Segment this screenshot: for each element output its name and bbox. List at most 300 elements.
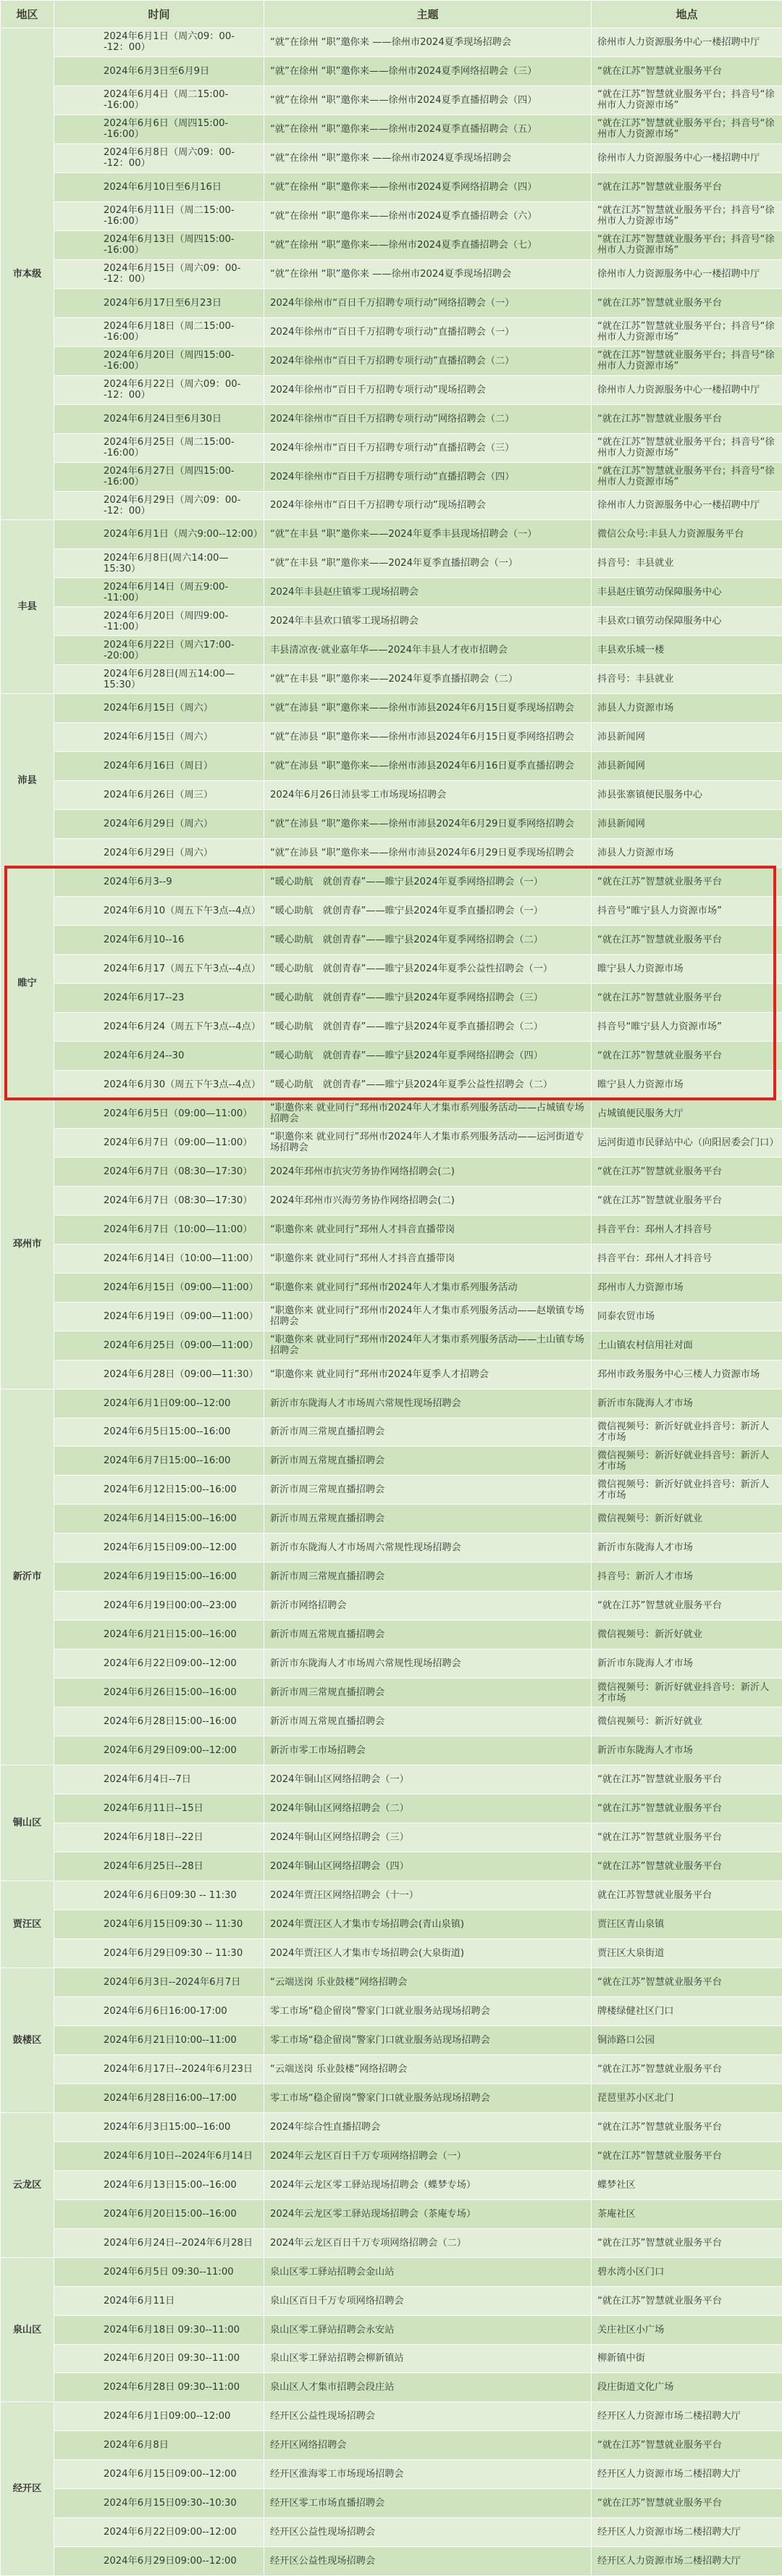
table-row	[1, 1273, 782, 1302]
location-cell: 邳州市政务服务中心三楼人力资源市场	[592, 1360, 782, 1389]
topic-cell: 经开区公益性现场招聘会	[264, 2547, 592, 2576]
table-row	[1, 2257, 782, 2286]
table-row	[1, 1765, 782, 1794]
table-row	[1, 2083, 782, 2112]
time-cell: 2024年6月5日 09:30--11:00	[54, 2257, 264, 2286]
topic-cell: “就”在沛县 “职”邀你来——徐州市沛县2024年6月29日夏季网络招聘会	[264, 810, 592, 839]
time-cell: 2024年6月4日--7日	[54, 1765, 264, 1794]
table-row	[1, 2460, 782, 2489]
table-row	[1, 433, 782, 462]
time-cell: 2024年6月20日（周四9:00--11:00）	[54, 607, 264, 636]
location-cell: “就在江苏”智慧就业服务平台；抖音号“徐州市人力资源市场”	[592, 230, 782, 259]
time-cell: 2024年6月10日--2024年6月14日	[54, 2141, 264, 2170]
location-cell: 蝶梦社区	[592, 2170, 782, 2199]
location-cell: 贾汪区大泉街道	[592, 1939, 782, 1967]
topic-cell: 2024年邳州市抗灾劳务协作网络招聘会(二)	[264, 1157, 592, 1186]
location-cell: 关庄社区小广场	[592, 2315, 782, 2344]
location-cell: “就在江苏”智慧就业服务平台；抖音号“徐州市人力资源市场”	[592, 433, 782, 462]
time-cell: 2024年6月11日（周二15:00--16:00）	[54, 201, 264, 230]
table-row	[1, 375, 782, 404]
location-cell: 柳新镇中街	[592, 2344, 782, 2373]
time-cell: 2024年6月18日（周二15:00--16:00）	[54, 317, 264, 346]
region-cell: 云龙区	[1, 2112, 54, 2257]
location-cell: “就在江苏”智慧就业服务平台	[592, 1794, 782, 1823]
topic-cell: 2024年丰县欢口镇零工现场招聘会	[264, 607, 592, 636]
table-row	[1, 28, 782, 57]
topic-cell: “暖心助航 就创青春”——睢宁县2024年夏季网络招聘会（二）	[264, 926, 592, 955]
topic-cell: 泉山区人才集市招聘会段庄站	[264, 2373, 592, 2402]
topic-cell: 2024年综合性直播招聘会	[264, 2112, 592, 2141]
table-row	[1, 636, 782, 665]
topic-cell: 新沂市周五常规直播招聘会	[264, 1621, 592, 1649]
topic-cell: 新沂市周三常规直播招聘会	[264, 1476, 592, 1505]
location-cell: 徐州市人力资源服务中心一楼招聘中厅	[592, 375, 782, 404]
location-cell: “就在江苏”智慧就业服务平台；抖音号“徐州市人力资源市场”	[592, 317, 782, 346]
location-cell: 抖音号“睢宁县人力资源市场”	[592, 1012, 782, 1041]
time-cell: 2024年6月4日（周二15:00--16:00）	[54, 85, 264, 114]
table-row	[1, 1244, 782, 1273]
topic-cell: 2024年6月26日沛县零工市场现场招聘会	[264, 781, 592, 810]
topic-cell: “职邀你来 就业同行”邳州市2024年人才集市系列服务活动——赵墩镇专场招聘会	[264, 1302, 592, 1331]
time-cell: 2024年6月29日09:00--12:00	[54, 2547, 264, 2576]
time-cell: 2024年6月19日（09:00—11:00）	[54, 1302, 264, 1331]
topic-cell: “就”在徐州 “职”邀你来——徐州市2024夏季直播招聘会（五）	[264, 114, 592, 143]
table-row	[1, 1157, 782, 1186]
location-cell: 徐州市人力资源服务中心一楼招聘中厅	[592, 28, 782, 57]
topic-cell: 2024年邳州市兴海劳务协作网络招聘会(二)	[264, 1186, 592, 1215]
table-row	[1, 1852, 782, 1881]
table-row	[1, 1389, 782, 1418]
table-row	[1, 520, 782, 549]
topic-cell: 2024年铜山区网络招聘会（一）	[264, 1765, 592, 1794]
topic-cell: 新沂市周三常规直播招聘会	[264, 1418, 592, 1447]
time-cell: 2024年6月15日（周六）	[54, 723, 264, 752]
time-cell: 2024年6月11日	[54, 2286, 264, 2315]
table-row	[1, 1736, 782, 1765]
time-cell: 2024年6月1日09:00--12:00	[54, 2402, 264, 2431]
location-cell: 沛县人力资源市场	[592, 839, 782, 868]
time-cell: 2024年6月30（周五下午3点--4点）	[54, 1070, 264, 1099]
time-cell: 2024年6月24--30	[54, 1041, 264, 1070]
time-cell: 2024年6月6日09:30 -- 11:30	[54, 1881, 264, 1910]
topic-cell: 零工市场“稳企留岗”警家门口就业服务站现场招聘会	[264, 2083, 592, 2112]
table-row	[1, 230, 782, 259]
location-cell: 微信视频号：新沂好就业抖音号：新沂人才市场	[592, 1476, 782, 1505]
region-cell: 新沂市	[1, 1389, 54, 1765]
topic-cell: “职邀你来 就业同行”邳州市2024年人才集市系列服务活动	[264, 1273, 592, 1302]
time-cell: 2024年6月24（周五下午3点--4点）	[54, 1012, 264, 1041]
location-cell: “就在江苏”智慧就业服务平台	[592, 404, 782, 433]
header-region: 地区	[1, 1, 54, 28]
time-cell: 2024年6月28日15:00--16:00	[54, 1707, 264, 1736]
location-cell: 微信视频号：新沂好就业	[592, 1707, 782, 1736]
topic-cell: “职邀你来 就业同行”邳州市2024年夏季人才招聘会	[264, 1360, 592, 1389]
location-cell: 同泰农贸市场	[592, 1302, 782, 1331]
location-cell: 沛县张寨镇便民服务中心	[592, 781, 782, 810]
table-row	[1, 926, 782, 955]
time-cell: 2024年6月13日（周四15:00--16:00）	[54, 230, 264, 259]
time-cell: 2024年6月7日（08:30—17:30）	[54, 1186, 264, 1215]
region-cell: 经开区	[1, 2402, 54, 2576]
time-cell: 2024年6月26日15:00--16:00	[54, 1678, 264, 1707]
table-row	[1, 2286, 782, 2315]
location-cell: 就在江苏智慧就业服务平台	[592, 1881, 782, 1910]
topic-cell: “就”在徐州 “职”邀你来——徐州市2024夏季网络招聘会（三）	[264, 57, 592, 85]
topic-cell: “暖心助航 就创青春”——睢宁县2024年夏季网络招聘会（四）	[264, 1041, 592, 1070]
time-cell: 2024年6月29日（周六）	[54, 839, 264, 868]
location-cell: “就在江苏”智慧就业服务平台；抖音号“徐州市人力资源市场”	[592, 346, 782, 375]
time-cell: 2024年6月28日(周五14:00—15:30）	[54, 665, 264, 694]
topic-cell: 零工市场“稳企留岗”警家门口就业服务站现场招聘会	[264, 1996, 592, 2025]
table-row	[1, 259, 782, 288]
topic-cell: 新沂市周五常规直播招聘会	[264, 1447, 592, 1476]
location-cell: 沛县新闻网	[592, 723, 782, 752]
topic-cell: 新沂市周五常规直播招聘会	[264, 1505, 592, 1534]
time-cell: 2024年6月10日至6月16日	[54, 172, 264, 201]
location-cell: “就在江苏”智慧就业服务平台	[592, 926, 782, 955]
location-cell: 微信公众号:丰县人力资源服务平台	[592, 520, 782, 549]
time-cell: 2024年6月27日（周四15:00--16:00）	[54, 462, 264, 491]
topic-cell: 2024年徐州市“百日千万招聘专项行动”现场招聘会	[264, 491, 592, 520]
time-cell: 2024年6月21日15:00--16:00	[54, 1621, 264, 1649]
topic-cell: 经开区零工市场直播招聘会	[264, 2489, 592, 2518]
header-topic: 主题	[264, 1, 592, 28]
time-cell: 2024年6月29日09:00--12:00	[54, 1736, 264, 1765]
table-row	[1, 85, 782, 114]
location-cell: 经开区人力资源市场二楼招聘大厅	[592, 2518, 782, 2547]
location-cell: 沛县人力资源市场	[592, 694, 782, 723]
location-cell: 土山镇农村信用社对面	[592, 1331, 782, 1360]
location-cell: “就在江苏”智慧就业服务平台	[592, 1967, 782, 1996]
time-cell: 2024年6月24日至6月30日	[54, 404, 264, 433]
location-cell: 睢宁县人力资源市场	[592, 955, 782, 984]
table-row	[1, 810, 782, 839]
location-cell: 抖音号：丰县就业	[592, 665, 782, 694]
time-cell: 2024年6月29日09:30 -- 11:30	[54, 1939, 264, 1967]
location-cell: “就在江苏”智慧就业服务平台	[592, 2489, 782, 2518]
topic-cell: 2024年徐州市“百日千万招聘专项行动”直播招聘会（四）	[264, 462, 592, 491]
time-cell: 2024年6月11日--15日	[54, 1794, 264, 1823]
location-cell: 抖音号“睢宁县人力资源市场”	[592, 897, 782, 926]
topic-cell: “暖心助航 就创青春”——睢宁县2024年夏季网络招聘会（三）	[264, 983, 592, 1012]
location-cell: 抖音平台：邳州人才抖音号	[592, 1244, 782, 1273]
table-row	[1, 1447, 782, 1476]
table-row	[1, 1041, 782, 1070]
table-row	[1, 607, 782, 636]
table-row	[1, 2518, 782, 2547]
topic-cell: “暖心助航 就创青春”——睢宁县2024年夏季公益性招聘会（一）	[264, 955, 592, 984]
table-row	[1, 288, 782, 317]
topic-cell: 经开区淮海零工市场现场招聘会	[264, 2460, 592, 2489]
table-row	[1, 1881, 782, 1910]
table-row	[1, 57, 782, 85]
location-cell: 徐州市人力资源服务中心一楼招聘中厅	[592, 491, 782, 520]
time-cell: 2024年6月7日（09:00—11:00）	[54, 1128, 264, 1157]
table-row	[1, 1360, 782, 1389]
time-cell: 2024年6月15日09:30 -- 11:30	[54, 1910, 264, 1939]
time-cell: 2024年6月14日（10:00—11:00）	[54, 1244, 264, 1273]
topic-cell: “就”在徐州 “职”邀你来 ——徐州市2024夏季现场招聘会	[264, 143, 592, 172]
table-row	[1, 1302, 782, 1331]
time-cell: 2024年6月8日	[54, 2431, 264, 2460]
table-row	[1, 1070, 782, 1099]
location-cell: 沛县新闻网	[592, 810, 782, 839]
table-row	[1, 1592, 782, 1621]
time-cell: 2024年6月22日09:00--12:00	[54, 1649, 264, 1678]
table-row	[1, 1996, 782, 2025]
location-cell: “就在江苏”智慧就业服务平台	[592, 2286, 782, 2315]
table-row	[1, 1910, 782, 1939]
location-cell: “就在江苏”智慧就业服务平台	[592, 2054, 782, 2083]
topic-cell: 2024年云龙区零工驿站现场招聘会（蝶梦专场）	[264, 2170, 592, 2199]
location-cell: 微信视频号：新沂好就业	[592, 1505, 782, 1534]
topic-cell: 2024年云龙区百日千万专项网络招聘会（二）	[264, 2228, 592, 2257]
location-cell: 微信视频号：新沂好就业抖音号：新沂人才市场	[592, 1418, 782, 1447]
topic-cell: “职邀你来 就业同行”邳州市2024年人才集市系列服务活动——土山镇专场招聘会	[264, 1331, 592, 1360]
table-row	[1, 578, 782, 607]
table-row	[1, 143, 782, 172]
time-cell: 2024年6月25日（09:00—11:00）	[54, 1331, 264, 1360]
location-cell: “就在江苏”智慧就业服务平台	[592, 2228, 782, 2257]
table-row	[1, 1534, 782, 1563]
time-cell: 2024年6月15日（周六09：00--12：00）	[54, 259, 264, 288]
location-cell: 微信视频号：新沂好就业抖音号：新沂人才市场	[592, 1447, 782, 1476]
location-cell: 段庄街道文化广场	[592, 2373, 782, 2402]
topic-cell: “云端送岗 乐业鼓楼”网络招聘会	[264, 1967, 592, 1996]
topic-cell: “就”在沛县 “职”邀你来——徐州市沛县2024年6月15日夏季现场招聘会	[264, 694, 592, 723]
table-row	[1, 752, 782, 781]
location-cell: 丰县欢口镇劳动保障服务中心	[592, 607, 782, 636]
topic-cell: “就”在沛县 “职”邀你来——徐州市沛县2024年6月16日夏季直播招聘会	[264, 752, 592, 781]
time-cell: 2024年6月5日（09:00—11:00）	[54, 1099, 264, 1128]
time-cell: 2024年6月17日--2024年6月23日	[54, 2054, 264, 2083]
location-cell: 徐州市人力资源服务中心一楼招聘中厅	[592, 143, 782, 172]
location-cell: 抖音号：丰县就业	[592, 549, 782, 578]
topic-cell: “暖心助航 就创青春”——睢宁县2024年夏季直播招聘会（二）	[264, 1012, 592, 1041]
table-row	[1, 868, 782, 897]
time-cell: 2024年6月15日（09:00—11:00）	[54, 1273, 264, 1302]
time-cell: 2024年6月12日15:00--16:00	[54, 1476, 264, 1505]
table-header-row	[1, 1, 782, 28]
table-row	[1, 2431, 782, 2460]
time-cell: 2024年6月20日（周四15:00--16:00）	[54, 346, 264, 375]
topic-cell: 泉山区零工驿站招聘会柳新镇站	[264, 2344, 592, 2373]
time-cell: 2024年6月7日15:00--16:00	[54, 1447, 264, 1476]
table-row	[1, 1186, 782, 1215]
topic-cell: 新沂市东陇海人才市场周六常规性现场招聘会	[264, 1534, 592, 1563]
topic-cell: 经开区网络招聘会	[264, 2431, 592, 2460]
location-cell: 微信视频号：新沂好就业	[592, 1621, 782, 1649]
location-cell: 经开区人力资源市场二楼招聘大厅	[592, 2460, 782, 2489]
table-row	[1, 2199, 782, 2228]
topic-cell: “职邀你来 就业同行”邳州市2024年人才集市系列服务活动——运河街道专场招聘会	[264, 1128, 592, 1157]
location-cell: 沛县新闻网	[592, 752, 782, 781]
table-row	[1, 1331, 782, 1360]
time-cell: 2024年6月8日(周六14:00—15:30）	[54, 549, 264, 578]
time-cell: 2024年6月22日（周六17:00--20:00）	[54, 636, 264, 665]
location-cell: “就在江苏”智慧就业服务平台	[592, 1157, 782, 1186]
time-cell: 2024年6月24日--2024年6月28日	[54, 2228, 264, 2257]
location-cell: 新沂市东陇海人才市场	[592, 1389, 782, 1418]
topic-cell: “职邀你来 就业同行”邳州人才抖音直播带岗	[264, 1244, 592, 1273]
topic-cell: “云端送岗 乐业鼓楼”网络招聘会	[264, 2054, 592, 2083]
topic-cell: 新沂市东陇海人才市场周六常规性现场招聘会	[264, 1389, 592, 1418]
location-cell: 抖音平台：邳州人才抖音号	[592, 1215, 782, 1244]
topic-cell: 2024年徐州市“百日千万招聘专项行动”直播招聘会（三）	[264, 433, 592, 462]
region-cell: 市本级	[1, 28, 54, 520]
region-cell: 贾汪区	[1, 1881, 54, 1968]
table-row	[1, 1823, 782, 1852]
location-cell: “就在江苏”智慧就业服务平台	[592, 1852, 782, 1881]
topic-cell: 2024年徐州市“百日千万招聘专项行动”直播招聘会（一）	[264, 317, 592, 346]
time-cell: 2024年6月29日（周六09：00--12：00）	[54, 491, 264, 520]
location-cell: “就在江苏”智慧就业服务平台	[592, 2112, 782, 2141]
table-row	[1, 2025, 782, 2054]
location-cell: “就在江苏”智慧就业服务平台；抖音号“徐州市人力资源市场”	[592, 85, 782, 114]
topic-cell: 2024年贾汪区网络招聘会（十一）	[264, 1881, 592, 1910]
region-cell: 睢宁	[1, 868, 54, 1100]
location-cell: “就在江苏”智慧就业服务平台	[592, 1186, 782, 1215]
table-row	[1, 665, 782, 694]
topic-cell: “暖心助航 就创青春”——睢宁县2024年夏季公益性招聘会（二）	[264, 1070, 592, 1099]
time-cell: 2024年6月18日--22日	[54, 1823, 264, 1852]
time-cell: 2024年6月6日16:00-17:00	[54, 1996, 264, 2025]
topic-cell: “职邀你来 就业同行”邳州市2024年人才集市系列服务活动——占城镇专场招聘会	[264, 1099, 592, 1128]
region-cell: 泉山区	[1, 2257, 54, 2402]
topic-cell: “就”在徐州 “职”邀你来——徐州市2024夏季直播招聘会（六）	[264, 201, 592, 230]
location-cell: “就在江苏”智慧就业服务平台	[592, 57, 782, 85]
topic-cell: 泉山区百日千万专项网络招聘会	[264, 2286, 592, 2315]
table-row	[1, 1707, 782, 1736]
table-row	[1, 2112, 782, 2141]
location-cell: 丰县赵庄镇劳动保障服务中心	[592, 578, 782, 607]
location-cell: 邳州市人力资源市场	[592, 1273, 782, 1302]
topic-cell: “就”在沛县 “职”邀你来——徐州市沛县2024年6月29日夏季现场招聘会	[264, 839, 592, 868]
time-cell: 2024年6月19日15:00--16:00	[54, 1563, 264, 1592]
time-cell: 2024年6月25日--28日	[54, 1852, 264, 1881]
topic-cell: 2024年贾汪区人才集市专场招聘会(青山泉镇)	[264, 1910, 592, 1939]
table-row	[1, 1012, 782, 1041]
topic-cell: 新沂市周三常规直播招聘会	[264, 1678, 592, 1707]
time-cell: 2024年6月1日09:00--12:00	[54, 1389, 264, 1418]
location-cell: 占城镇便民服务大厅	[592, 1099, 782, 1128]
table-row	[1, 1418, 782, 1447]
table-row	[1, 983, 782, 1012]
table-row	[1, 2315, 782, 2344]
time-cell: 2024年6月29日（周六）	[54, 810, 264, 839]
location-cell: 睢宁县人力资源市场	[592, 1070, 782, 1099]
time-cell: 2024年6月8日（周六09：00--12：00）	[54, 143, 264, 172]
topic-cell: 2024年徐州市“百日千万招聘专项行动”现场招聘会	[264, 375, 592, 404]
time-cell: 2024年6月22日09:00--12:00	[54, 2518, 264, 2547]
location-cell: “就在江苏”智慧就业服务平台；抖音号“徐州市人力资源市场”	[592, 462, 782, 491]
topic-cell: “职邀你来 就业同行”邳州人才抖音直播带岗	[264, 1215, 592, 1244]
table-row	[1, 317, 782, 346]
location-cell: “就在江苏”智慧就业服务平台	[592, 2141, 782, 2170]
location-cell: “就在江苏”智慧就业服务平台	[592, 983, 782, 1012]
location-cell: 贾汪区青山泉镇	[592, 1910, 782, 1939]
topic-cell: 新沂市零工市场招聘会	[264, 1736, 592, 1765]
header-time: 时间	[54, 1, 264, 28]
table-row	[1, 462, 782, 491]
location-cell: 经开区人力资源市场二楼招聘大厅	[592, 2547, 782, 2576]
time-cell: 2024年6月6日（周四15:00--16:00）	[54, 114, 264, 143]
table-row	[1, 694, 782, 723]
topic-cell: 新沂市网络招聘会	[264, 1592, 592, 1621]
topic-cell: 2024年徐州市“百日千万招聘专项行动”网络招聘会（一）	[264, 288, 592, 317]
time-cell: 2024年6月1日（周六09：00--12：00）	[54, 28, 264, 57]
table-row	[1, 2228, 782, 2257]
time-cell: 2024年6月15日09:00--12:00	[54, 2460, 264, 2489]
topic-cell: 经开区公益性现场招聘会	[264, 2402, 592, 2431]
location-cell: 新沂市东陇海人才市场	[592, 1736, 782, 1765]
table-row	[1, 781, 782, 810]
time-cell: 2024年6月14日15:00--16:00	[54, 1505, 264, 1534]
table-row	[1, 1128, 782, 1157]
topic-cell: 新沂市周五常规直播招聘会	[264, 1707, 592, 1736]
time-cell: 2024年6月22日（周六09：00--12：00）	[54, 375, 264, 404]
time-cell: 2024年6月15日（周六）	[54, 694, 264, 723]
time-cell: 2024年6月10（周五下午3点--4点）	[54, 897, 264, 926]
table-row	[1, 114, 782, 143]
location-cell: 经开区人力资源市场二楼招聘大厅	[592, 2402, 782, 2431]
location-cell: “就在江苏”智慧就业服务平台	[592, 1823, 782, 1852]
time-cell: 2024年6月20日15:00--16:00	[54, 2199, 264, 2228]
time-cell: 2024年6月19日00:00--23:00	[54, 1592, 264, 1621]
topic-cell: “就”在徐州 “职”邀你来——徐州市2024夏季直播招聘会（七）	[264, 230, 592, 259]
time-cell: 2024年6月28日16:00--17:00	[54, 2083, 264, 2112]
location-cell: “就在江苏”智慧就业服务平台	[592, 2431, 782, 2460]
header-location: 地点	[592, 1, 782, 28]
topic-cell: “就”在徐州 “职”邀你来 ——徐州市2024夏季现场招聘会	[264, 28, 592, 57]
location-cell: 琵琶里苏小区北门	[592, 2083, 782, 2112]
table-body	[1, 28, 782, 2576]
table-row	[1, 404, 782, 433]
time-cell: 2024年6月17--23	[54, 983, 264, 1012]
table-row	[1, 1967, 782, 1996]
time-cell: 2024年6月18日 09:30--11:00	[54, 2315, 264, 2344]
table-row	[1, 2170, 782, 2199]
time-cell: 2024年6月28日 09:30--11:00	[54, 2373, 264, 2402]
region-cell: 鼓楼区	[1, 1967, 54, 2112]
table-row	[1, 1563, 782, 1592]
table-row	[1, 2054, 782, 2083]
table-row	[1, 897, 782, 926]
time-cell: 2024年6月7日（10:00—11:00）	[54, 1215, 264, 1244]
time-cell: 2024年6月16日（周日）	[54, 752, 264, 781]
time-cell: 2024年6月26日（周三）	[54, 781, 264, 810]
table-row	[1, 1476, 782, 1505]
topic-cell: 2024年徐州市“百日千万招聘专项行动”网络招聘会（二）	[264, 404, 592, 433]
table-row	[1, 1939, 782, 1967]
topic-cell: 2024年丰县赵庄镇零工现场招聘会	[264, 578, 592, 607]
topic-cell: “就”在丰县 “职”邀你来——2024年夏季直播招聘会（一）	[264, 549, 592, 578]
location-cell: “就在江苏”智慧就业服务平台；抖音号“徐州市人力资源市场”	[592, 114, 782, 143]
topic-cell: 2024年徐州市“百日千万招聘专项行动”直播招聘会（二）	[264, 346, 592, 375]
topic-cell: 2024年云龙区零工驿站现场招聘会（茶庵专场）	[264, 2199, 592, 2228]
location-cell: 铜沛路口公园	[592, 2025, 782, 2054]
time-cell: 2024年6月20日 09:30--11:00	[54, 2344, 264, 2373]
topic-cell: 零工市场“稳企留岗”警家门口就业服务站现场招聘会	[264, 2025, 592, 2054]
topic-cell: “就”在徐州 “职”邀你来 ——徐州市2024夏季现场招聘会	[264, 259, 592, 288]
table-row	[1, 1505, 782, 1534]
location-cell: 牌楼绿健社区门口	[592, 1996, 782, 2025]
time-cell: 2024年6月3--9	[54, 868, 264, 897]
topic-cell: 泉山区零工驿站招聘会金山站	[264, 2257, 592, 2286]
table-row	[1, 549, 782, 578]
time-cell: 2024年6月28日（09:00—11:30）	[54, 1360, 264, 1389]
topic-cell: “暖心助航 就创青春”——睢宁县2024年夏季直播招聘会（一）	[264, 897, 592, 926]
